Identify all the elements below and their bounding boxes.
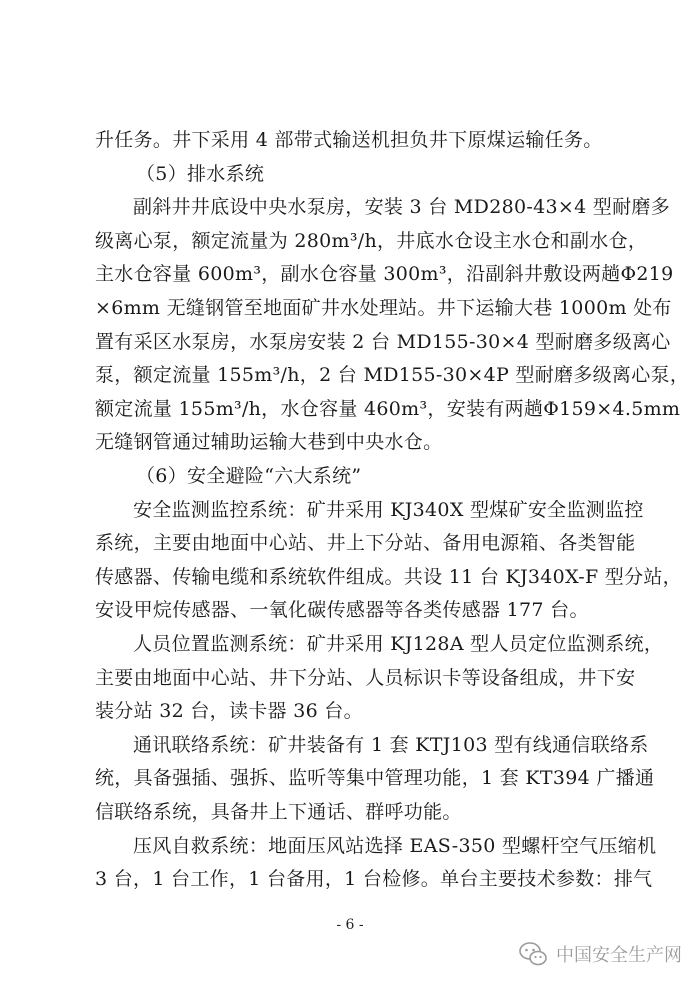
wechat-icon [518, 941, 548, 967]
text-line: 3 台，1 台工作，1 台备用，1 台检修。单台主要技术参数：排气 [95, 868, 653, 891]
text-line: 装分站 32 台，读卡器 36 台。 [95, 700, 363, 723]
section-heading-drainage: （5）排水系统 [136, 162, 265, 185]
watermark [518, 940, 682, 968]
text-line: ×6mm 无缝钢管至地面矿井水处理站。井下运输大巷 1000m 处布 [95, 297, 672, 319]
text-line: 安全监测监控系统：矿井采用 KJ340X 型煤矿安全监测监控 [133, 498, 644, 521]
text-line: 压风自救系统：地面压风站选择 EAS-350 型螺杆空气压缩机 [133, 834, 657, 857]
section-heading-six-systems: （6）安全避险“六大系统” [136, 465, 362, 487]
text-line: 通讯联络系统：矿井装备有 1 套 KTJ103 型有线通信联络系 [133, 733, 649, 756]
text-line: 统，具备强插、强拆、监听等集中管理功能，1 套 KT394 广播通 [95, 767, 655, 790]
text-line: 主要由地面中心站、井下分站、人员标识卡等设备组成，井下安 [95, 666, 636, 689]
text-line: 系统，主要由地面中心站、井上下分站、备用电源箱、各类智能 [95, 532, 636, 555]
text-line: 副斜井井底设中央水泵房，安装 3 台 MD280-43×4 型耐磨多 [133, 196, 671, 219]
text-line: 级离心泵，额定流量为 280m³/h，井底水仓设主水仓和副水仓， [95, 229, 648, 252]
text-line: 安设甲烷传感器、一氧化碳传感器等各类传感器 177 台。 [95, 599, 589, 622]
text-line: 升任务。井下采用 4 部带式输送机担负井下原煤运输任务。 [95, 129, 603, 151]
page-number: - 6 - [336, 917, 364, 933]
watermark-text: 中国安全生产网 [556, 945, 682, 966]
text-line: 无缝钢管通过辅助运输大巷到中央水仓。 [95, 431, 443, 454]
text-line: 人员位置监测系统：矿井采用 KJ128A 型人员定位监测系统， [133, 633, 664, 655]
text-line: 信联络系统，具备井上下通话、群呼功能。 [95, 801, 462, 823]
text-line: 泵，额定流量 155m³/h，2 台 MD155-30×4P 型耐磨多级离心泵， [95, 364, 690, 387]
text-line: 置有采区水泵房，水泵房安装 2 台 MD155-30×4 型耐磨多级离心 [95, 330, 671, 353]
text-line: 额定流量 155m³/h，水仓容量 460m³，安装有两趟Φ159×4.5mm [95, 397, 681, 420]
text-line: 主水仓容量 600m³，副水仓容量 300m³，沿副斜井敷设两趟Φ219 [95, 263, 674, 286]
text-line: 传感器、传输电缆和系统软件组成。共设 11 台 KJ340X-F 型分站， [95, 565, 682, 588]
